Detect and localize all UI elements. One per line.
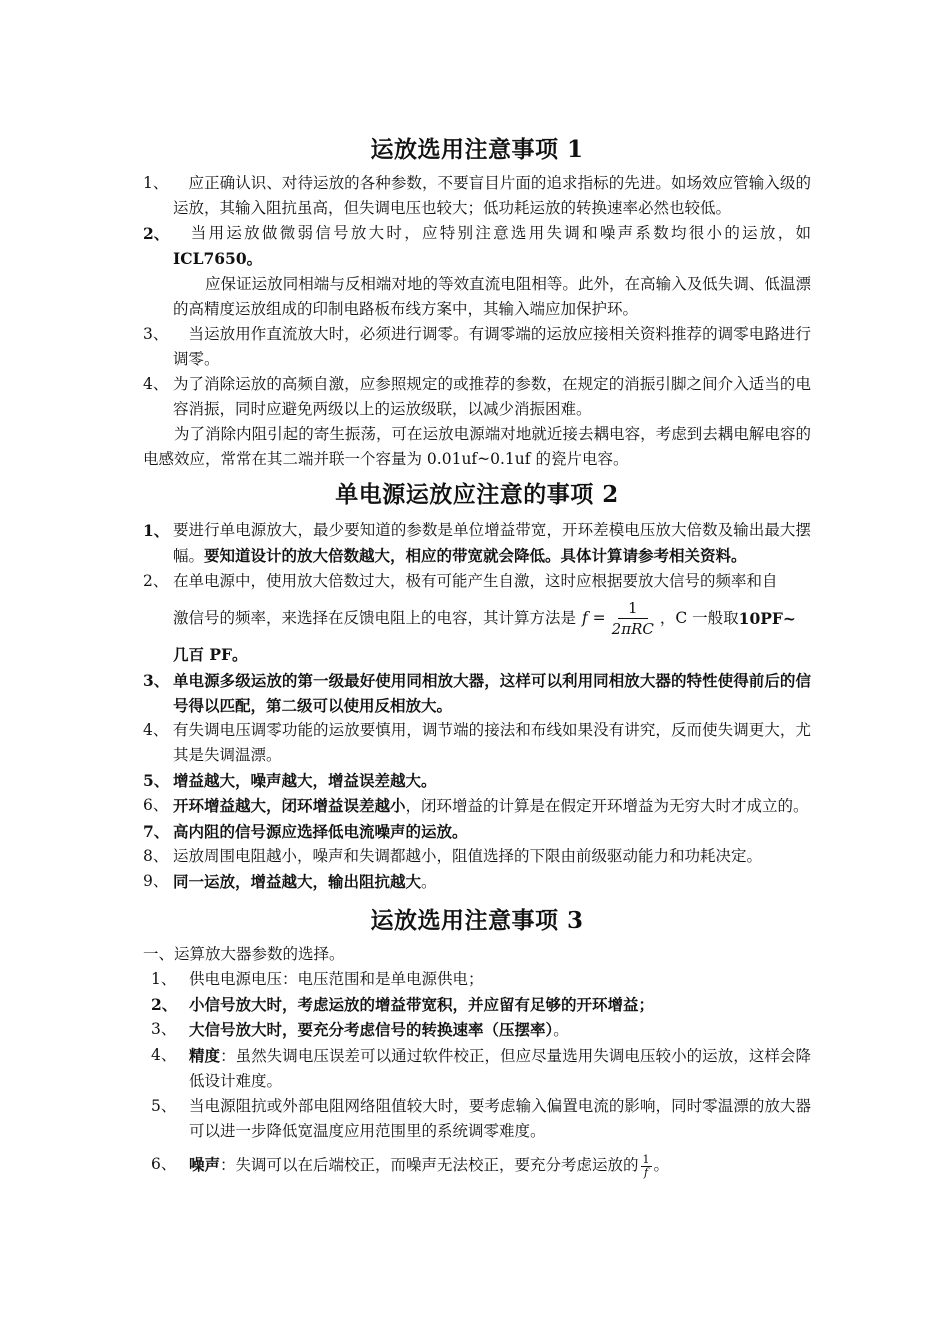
item-number: 4、 — [143, 721, 169, 739]
list-item — [143, 793, 811, 819]
item-text: 运放周围电阻越小，噪声和失调都越小，阻值选择的下限由前级驱动能力和功耗决定。 — [173, 847, 763, 865]
section-title-1: 运放选用注意事项 1 — [370, 136, 584, 163]
formula-lhs: f = — [582, 608, 606, 627]
item-number: 2、 — [143, 224, 170, 243]
list-item — [143, 171, 811, 221]
item-text-bold: 几百 PF。 — [173, 645, 248, 664]
item-text: 小信号放大时，考虑运放的增益带宽积，并应留有足够的开环增益； — [189, 995, 655, 1014]
paragraph: 应保证运放同相端与反相端对地的等效直流电阻相等。此外，在高输入及低失调、低温漂的高精度运放组成的印制电路板布线方案中，其输入端应加保护环。 — [173, 275, 811, 318]
list-item — [143, 1017, 811, 1043]
list-item — [143, 718, 811, 768]
list-item — [143, 518, 811, 569]
item-number: 1、 — [143, 174, 169, 192]
item-text-part: 在单电源中，使用放大倍数过大，极有可能产生自激，这时应根据要放大信号的频率和自 — [173, 572, 778, 590]
item-number: 3、 — [143, 325, 169, 343]
paragraph: 为了消除内阻引起的寄生振荡，可在运放电源端对地就近接去耦电容，考虑到去耦电解电容的电感效应，常常在其二端并联一个容量为 0.01uf~0.1uf 的瓷片电容。 — [143, 425, 811, 468]
section-title-3: 运放选用注意事项 3 — [370, 907, 584, 934]
section-title-2: 单电源运放应注意的事项 2 — [335, 481, 619, 508]
item-number: 2、 — [151, 995, 178, 1014]
item-text-bold: ICL7650。 — [173, 249, 263, 268]
item-text-bold: 大信号放大时，要充分考虑信号的转换速率（压摆率） — [189, 1020, 554, 1039]
item-text: 供电电源电压：电压范围和是单电源供电； — [189, 970, 484, 988]
item-text: 应正确认识、对待运放的各种参数，不要盲目片面的追求指标的先进。如场效应管输入级的运放，其输入阻抗虽高，但失调电压也较大；低功耗运放的转换速率必然也较低。 — [173, 174, 811, 217]
item-text — [189, 1043, 811, 1094]
item-number: 3、 — [151, 1020, 177, 1038]
item-text-part: ：失调可以在后端校正，而噪声无法校正，要充分考虑运放的 — [220, 1156, 639, 1174]
document-content — [143, 133, 811, 1179]
fraction-denominator: f — [643, 1165, 649, 1179]
item-text-bold: 精度 — [189, 1046, 221, 1065]
item-text: 单电源多级运放的第一级最好使用同相放大器，这样可以利用同相放大器的特性使得前后的信号得以匹配，第二级可以使用反相放大。 — [173, 671, 811, 715]
list-item — [143, 569, 811, 668]
item-text-bold: 噪声 — [189, 1155, 221, 1174]
item-text-part: ，C 一般取 — [659, 608, 739, 627]
item-number: 1、 — [143, 521, 170, 540]
item-number: 4、 — [151, 1046, 177, 1064]
list-item — [143, 844, 811, 869]
item-text: 增益越大，噪声越大，增益误差越大。 — [173, 771, 437, 790]
list-item — [143, 768, 811, 793]
list-item — [143, 1094, 811, 1144]
formula-numerator: 1 — [618, 598, 648, 619]
formula-fraction — [610, 598, 656, 639]
item-text-bold: 10PF~ — [738, 608, 796, 628]
item-text: 为了消除运放的高频自激，应参照规定的或推荐的参数，在规定的消振引脚之间介入适当的电容消振，同时应避免两级以上的运放级联，以减少消振困难。 — [173, 375, 811, 418]
item-text — [189, 1152, 811, 1179]
item-text-bold: 要知道设计的放大倍数越大，相应的带宽就会降低。具体计算请参考相关资料。 — [204, 546, 747, 565]
item-text — [173, 793, 811, 819]
list-item — [143, 668, 811, 718]
item-text: 当电源阻抗或外部电阻网络阻值较大时，要考虑输入偏置电流的影响，同时零温漂的放大器可以进一步降低宽温度应用范围里的系统调零难度。 — [189, 1097, 811, 1140]
item-text-part: 。 — [421, 873, 437, 891]
item-number: 9、 — [143, 872, 169, 890]
item-number: 3、 — [143, 671, 170, 690]
list-item — [143, 819, 811, 844]
item-text-part: 。 — [653, 1156, 670, 1174]
list-item — [143, 869, 811, 895]
item-number: 5、 — [151, 1097, 177, 1115]
list-item — [143, 1152, 811, 1179]
item-text-part: ：虽然失调电压误差可以通过软件校正，但应尽量选用失调电压较小的运放，这样会降低设计难度。 — [189, 1047, 811, 1090]
item-text-bold: 同一运放，增益越大，输出阻抗越大 — [173, 872, 422, 891]
item-text: 有失调电压调零功能的运放要慎用，调节端的接法和布线如果没有讲究，反而使失调更大，尤其是失调温漂。 — [173, 721, 811, 764]
item-text — [173, 518, 811, 569]
list-item — [143, 221, 811, 272]
one-over-f-fraction — [641, 1154, 652, 1179]
item-text-part: 当用运放做微弱信号放大时，应特别注意选用失调和噪声系数均很小的运放，如 — [173, 224, 811, 242]
item-number: 8、 — [143, 847, 169, 865]
item-number: 6、 — [151, 1155, 177, 1173]
item-text-bold: 开环增益越大，闭环增益误差越小 — [173, 796, 406, 815]
list-item — [143, 967, 811, 992]
item-number: 1、 — [151, 970, 177, 988]
formula-denominator: 2πRC — [611, 619, 654, 638]
item-text — [173, 869, 811, 895]
list-item — [143, 992, 811, 1017]
item-text-part: 。 — [553, 1021, 569, 1039]
item-text-part: 激信号的频率，来选择在反馈电阻上的电容，其计算方法是 — [173, 608, 577, 627]
section-heading: 一、运算放大器参数的选择。 — [143, 945, 345, 963]
item-number: 6、 — [143, 796, 169, 814]
item-number: 2、 — [143, 572, 169, 590]
item-text — [173, 221, 811, 272]
section-3-body — [143, 942, 811, 1179]
item-text: 当运放用作直流放大时，必须进行调零。有调零端的运放应接相关资料推荐的调零电路进行调零。 — [173, 325, 811, 368]
item-number: 7、 — [143, 822, 170, 841]
item-text-part: 要进行单电源放大，最少要知道的参数是单位增益带宽，开环差模电压放大倍数及输出最大摆幅。 — [173, 521, 811, 565]
item-text — [173, 569, 811, 668]
item-text-part: ，闭环增益的计算是在假定开环增益为无穷大时才成立的。 — [405, 797, 809, 815]
list-item — [143, 372, 811, 422]
formula-line — [173, 594, 811, 642]
item-text — [189, 1017, 811, 1043]
item-number: 4、 — [143, 375, 169, 393]
list-item — [143, 1043, 811, 1094]
fraction-numerator: 1 — [642, 1152, 650, 1166]
item-text: 高内阻的信号源应选择低电流噪声的运放。 — [173, 822, 468, 841]
list-item — [143, 322, 811, 372]
item-number: 5、 — [143, 771, 170, 790]
